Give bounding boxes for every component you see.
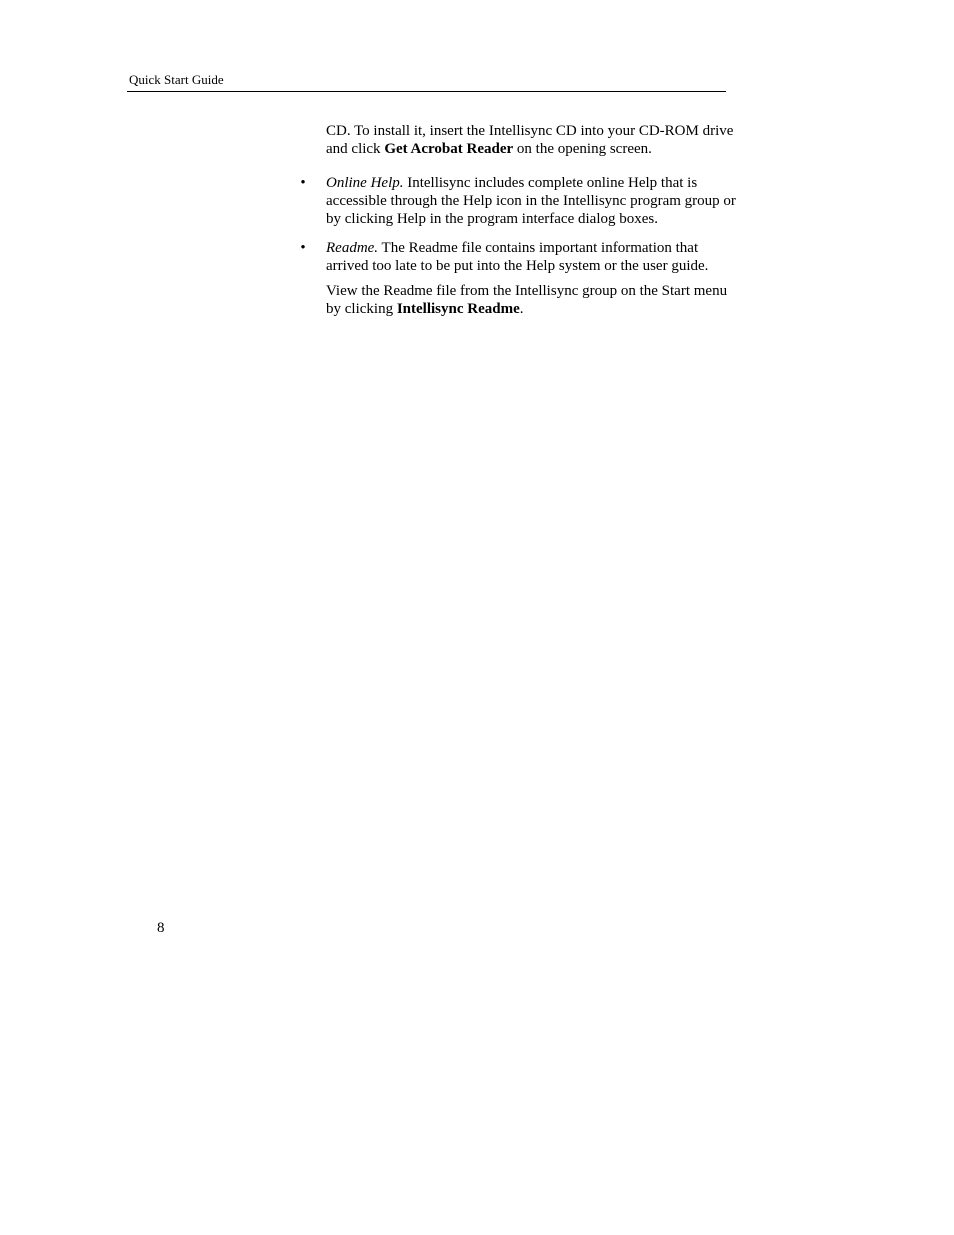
bullet-online-help	[300, 174, 736, 228]
readme-text: The Readme file contains important information that arrived too late to be put into the Help system or the user guide.	[326, 240, 709, 274]
acrobat-paragraph	[326, 122, 736, 158]
readme-paragraph	[326, 282, 736, 318]
readme-para-before: View the Readme file from the Intellisync group on the Start menu by clicking	[326, 283, 728, 317]
bullet-icon: •	[300, 175, 306, 191]
online-help-text: Intellisync includes complete online Help that is accessible through the Help icon in the Intellisync program group or by clicking Help in the program interface dialog boxes.	[326, 175, 736, 227]
get-acrobat-reader-label: Get Acrobat Reader	[384, 141, 514, 157]
acrobat-text-before: CD. To install it, insert the Intellisync CD into your CD-ROM drive and click	[326, 123, 734, 157]
acrobat-text-after: on the opening screen.	[513, 141, 652, 157]
intellisync-readme-label: Intellisync Readme	[396, 301, 520, 317]
bullet-readme	[300, 239, 736, 275]
header-rule	[127, 91, 726, 92]
page-number: 8	[157, 920, 165, 936]
bullet-icon: •	[300, 240, 306, 256]
online-help-term: Online Help.	[326, 175, 404, 191]
running-header: Quick Start Guide	[129, 72, 224, 87]
readme-term: Readme.	[326, 240, 379, 256]
body-content	[300, 122, 736, 318]
readme-para-after: .	[519, 301, 524, 317]
